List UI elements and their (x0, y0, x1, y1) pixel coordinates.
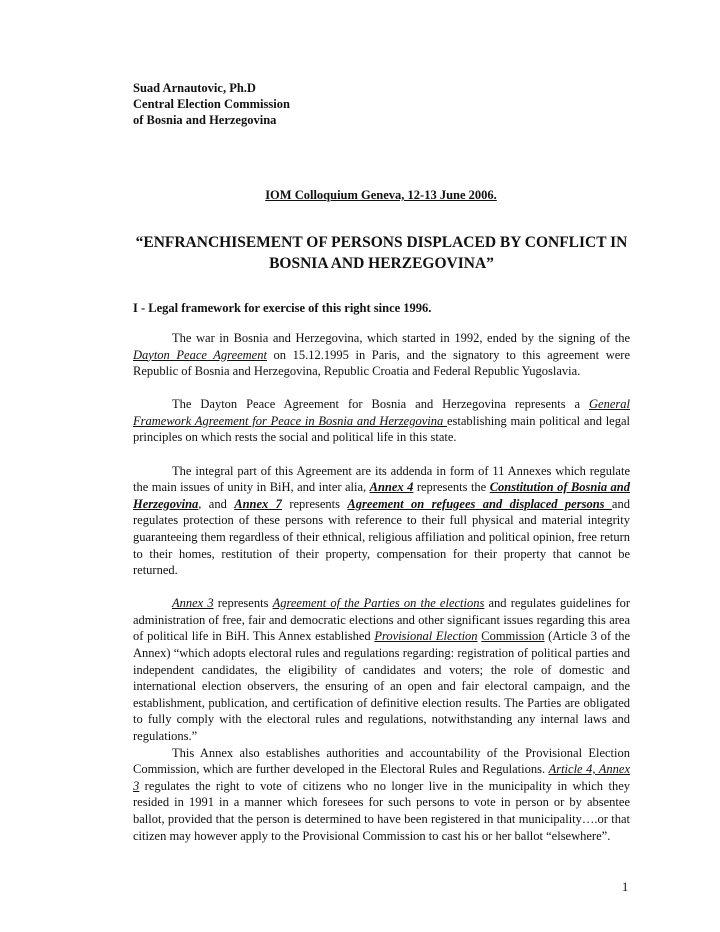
event-line: IOM Colloquium Geneva, 12-13 June 2006. (265, 188, 497, 202)
constitution-ref: Constitution of Bosnia and Herzegovina (133, 480, 630, 511)
text-run: The war in Bosnia and Herzegovina, which started in 1992, ended by the signing of the (172, 331, 630, 345)
text-run: , and (198, 496, 235, 511)
commission-ref: Commission (481, 629, 545, 644)
paragraph-3 (133, 463, 630, 579)
text-run: establishing main political and legal principles on which rests the social and political life in this state. (133, 413, 631, 445)
article-4-annex-3-ref: Article 4, Annex 3 (133, 762, 630, 793)
text-run: represents (213, 596, 273, 611)
annex-3-ref: Annex 3 (172, 596, 214, 611)
text-run: This Annex also establishes authorities and accountability of the Provisional Election Commission, which are further developed in the Electoral Rules and Regulations. (133, 745, 630, 777)
dayton-agreement-ref: Dayton Peace Agreement (133, 347, 267, 362)
paragraph-2 (133, 396, 630, 446)
author-organization: Central Election Commission (133, 97, 290, 111)
text-run: represents the (413, 480, 490, 495)
document-title: “ENFRANCHISEMENT OF PERSONS DISPLACED BY CONFLICT IN BOSNIA AND HERZEGOVINA” (135, 234, 628, 272)
general-framework-ref: General Framework Agreement for Peace in Bosnia and Herzegovina (133, 397, 630, 428)
author-name: Suad Arnautovic, Ph.D (133, 81, 256, 95)
text-run: (Article 3 of the Annex) “which adopts electoral rules and regulations regarding: registration of political parties and independent candidates, the eligibility of candidates and voters; the role of domestic and international election observers, the ensuring of an open and fair electoral campaign, and the establishment, publication, and certification of definitive election results. The Parties are obligated to fully comply with the electoral rules and regulations, notwithstanding any internal laws and regulations.” (133, 629, 630, 743)
section-heading: I - Legal framework for exercise of this right since 1996. (133, 301, 432, 315)
text-run: on 15.12.1995 in Paris, and the signatory to this agreement were Republic of Bosnia and Herzegovina, Republic Croatia and Federal Republic Yugoslavia. (133, 347, 630, 379)
text-run: and regulates protection of these persons with reference to their full physical and material integrity guaranteeing them regardless of their ethnical, religious affiliation and political opinion, free return to their homes, restitution of their property, compensation for their property that cannot be returned. (133, 496, 630, 578)
paragraph-1 (133, 330, 630, 380)
annex-7-ref: Annex 7 (234, 496, 282, 511)
provisional-election-ref: Provisional Election (374, 629, 478, 644)
text-run: and regulates guidelines for administration of free, fair and democratic elections and other significant issues regarding this area of political life in BiH. This Annex established (133, 596, 631, 644)
text-run: The Dayton Peace Agreement for Bosnia and Herzegovina represents a (172, 397, 590, 412)
text-run: The integral part of this Agreement are its addenda in form of 11 Annexes which regulate the main issues of unity in BiH, and inter alia, (133, 463, 630, 495)
elections-agreement-ref: Agreement of the Parties on the elections (272, 596, 485, 611)
text-run: represents (281, 496, 348, 511)
annex-4-ref: Annex 4 (369, 480, 414, 495)
refugees-agreement-ref: Agreement on refugees and displaced persons (347, 496, 612, 511)
page-number: 1 (622, 880, 629, 894)
author-country: of Bosnia and Herzegovina (133, 113, 277, 127)
paragraph-5 (133, 745, 630, 845)
text-run: regulates the right to vote of citizens who no longer live in the municipality in which they resided in 1991 in a manner which foresees for such persons to vote in person or by absentee ballot, provided that the person is determined to have been registered in that municipality….or that citizen may however apply to the Provisional Commission to cast his or her ballot “elsewhere”. (133, 778, 630, 843)
document-body (133, 330, 630, 844)
paragraph-4 (133, 595, 630, 744)
author-block (133, 80, 290, 128)
